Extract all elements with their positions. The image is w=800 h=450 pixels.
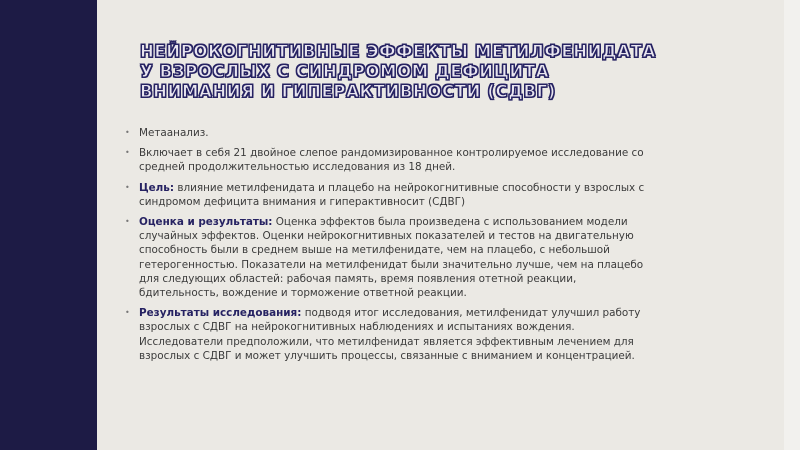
list-item [124, 306, 654, 363]
list-item [124, 146, 654, 174]
left-accent-band [0, 0, 97, 450]
list-item [124, 181, 654, 209]
list-item [124, 126, 654, 140]
item-label: Оценка и результаты: [139, 216, 273, 229]
item-label: Результаты исследования: [139, 307, 302, 320]
bullet-icon: • [125, 128, 130, 137]
bullet-list [124, 126, 654, 369]
bullet-icon: • [125, 148, 130, 158]
item-label: Цель: [139, 181, 175, 194]
item-text: Оценка эффектов была произведена с использованием модели случайных эффектов. Оценки нейрокогнитивных показателей и тестов на двигательную способность были в среднем выше на метилфенидате, чем на плацебо, с небольшой гетерогенностью. Показатели на метилфенидат были значительно лучше, чем на плацебо для следующих областей: рабочая память, время появления отетной реакции, бдительность, вождение и торможение ответной реакции. [139, 216, 644, 300]
item-text: Включает в себя 21 двойное слепое рандомизированное контролируемое исследование со средней продолжительностью исследования из 18 дней. [139, 147, 644, 174]
slide-title: НЕЙРОКОГНИТИВНЫЕ ЭФФЕКТЫ МЕТИЛФЕНИДАТА У ВЗРОСЛЫХ С СИНДРОМОМ ДЕФИЦИТА ВНИМАНИЯ И ГИПЕРАКТИВНОСТИ (СДВГ) [140, 42, 656, 101]
bullet-icon: • [125, 217, 130, 227]
bullet-icon: • [125, 308, 130, 318]
list-item [124, 215, 654, 300]
bullet-icon: • [125, 182, 130, 192]
item-text: влияние метилфенидата и плацебо на нейрокогнитивные способности у взрослых с синдромом дефицита внимания и гиперактивносит (СДВГ) [139, 181, 645, 208]
item-text: подводя итог исследования, метилфенидат улучшил работу взрослых с СДВГ на нейрокогнитивных наблюдениях и испытаниях вождения. Исследователи предположили, что метилфенидат является эффективным лечением для взрослых с СДВГ и может улучшить процессы, связанные с вниманием и концентрацией. [139, 307, 641, 362]
item-text: Метаанализ. [139, 127, 209, 139]
right-edge-band [784, 0, 800, 450]
